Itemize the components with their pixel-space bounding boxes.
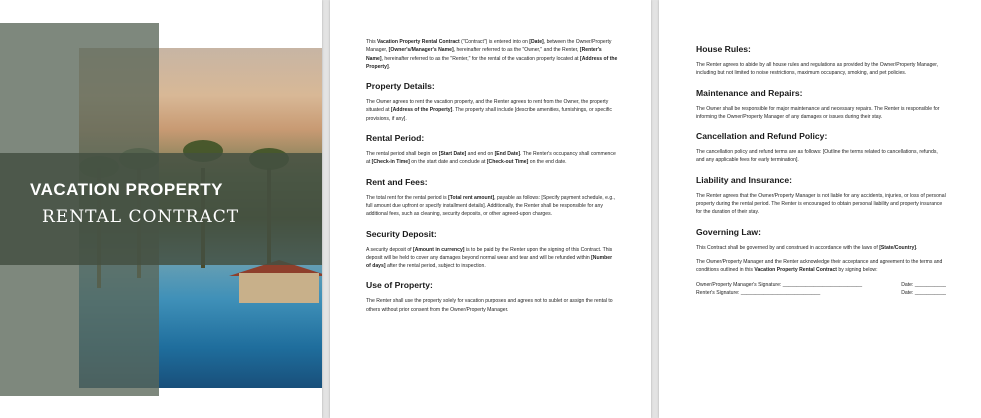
section-paragraph (696, 192, 946, 217)
text-run: on the start date and conclude at (409, 159, 487, 166)
text-run: . The Renter's occupancy shall commence at (366, 151, 616, 166)
text-run: The Owner agrees to rent the vacation property, and the Renter agrees to rent from the Owner, the property situated at (366, 99, 609, 114)
section-heading: Liability and Insurance: (696, 174, 792, 185)
text-run: The total rent for the rental period is (366, 194, 449, 201)
text-run: . (916, 244, 918, 251)
section-heading: Rent and Fees: (366, 176, 428, 187)
text-run: The Renter shall use the property solely for vacation purposes and agrees not to sublet or assign the rental to others without prior consent from the Owner/Property Manager. (366, 298, 613, 313)
placeholder-field: Vacation Property Rental Contract (377, 39, 460, 45)
placeholder-field: [Check-out Time] (486, 159, 529, 166)
section-heading: Security Deposit: (366, 228, 437, 239)
section-heading: Governing Law: (696, 226, 761, 237)
text-run: The rental period shall begin on (366, 151, 439, 158)
signature-line (696, 289, 946, 297)
placeholder-field: Vacation Property Rental Contract (754, 267, 837, 274)
text-run: The Renter agrees to abide by all house rules and regulations as provided by the Owner/Property Manager, including but not limited to noise restrictions, maximum occupancy, smoking, and pet policies. (696, 62, 939, 77)
text-run: The cancellation policy and refund terms are as follows: [Outline the terms related to cancellations, refunds, and any applicable fees for early termination]. (696, 149, 938, 164)
text-run: , hereinafter referred to as the "Renter," for the rental of the vacation property located at (381, 55, 581, 62)
placeholder-field: [Check-in Time] (371, 159, 410, 166)
section-heading: Use of Property: (366, 280, 433, 291)
text-run: This (366, 39, 378, 45)
placeholder-field: [Total rent amount] (448, 194, 495, 201)
section-paragraph (696, 148, 946, 165)
placeholder-field: [Amount in currency] (413, 246, 465, 253)
section-paragraph (696, 105, 946, 122)
cover-page (0, 0, 322, 418)
cover-title-line1: VACATION PROPERTY (30, 180, 223, 199)
placeholder-field: [Start Date] (438, 151, 467, 158)
villa (239, 273, 319, 303)
section-paragraph (366, 194, 618, 219)
text-run: A security deposit of (366, 246, 413, 253)
section-heading: House Rules: (696, 44, 751, 54)
text-run: This Contract shall be governed by and construed in accordance with the laws of (696, 244, 880, 251)
text-run: is to be paid by the Renter upon the signing of this Contract. This deposit will be held to cover any damages beyond normal wear and tear and will be refunded within (366, 246, 613, 261)
section-paragraph (696, 61, 946, 78)
section-heading: Property Details: (366, 81, 435, 92)
placeholder-field: [State/Country] (879, 244, 916, 251)
section-heading: Rental Period: (366, 133, 425, 144)
text-run: , between the Owner/Property Manager, (366, 39, 612, 54)
text-run: after the rental period, subject to inspection. (385, 263, 486, 270)
text-run: The Renter agrees that the Owner/Property Manager is not liable for any accidents, injuries, or loss of personal property during the rental period. The Renter is encouraged to obtain personal liability and property insurance for the duration of their stay. (696, 192, 946, 216)
signature-label: Owner/Property Manager's Signature: ____________________________ (696, 281, 863, 288)
placeholder-field: [Number of days] (366, 254, 613, 270)
section-paragraph (366, 297, 618, 314)
section-heading: Maintenance and Repairs: (696, 87, 803, 98)
page-2-content (366, 38, 618, 320)
text-run: , hereinafter referred to as the "Owner," and the Renter, (453, 47, 580, 54)
placeholder-field: [End Date] (494, 151, 521, 158)
section-paragraph (366, 246, 618, 271)
page-3-content (696, 44, 946, 297)
signature-line (696, 281, 946, 289)
section-paragraph (366, 150, 618, 167)
section-paragraph (366, 98, 618, 123)
text-run: . (388, 63, 391, 70)
contract-page-3 (659, 0, 981, 418)
text-run: ("Contract") is entered into on (459, 39, 530, 45)
placeholder-field: [Address of the Property] (390, 107, 453, 114)
text-run: The Owner/Property Manager and the Renter acknowledge their acceptance and agreement to the terms and conditions outlined in this (696, 258, 943, 274)
text-run: The Owner shall be responsible for major maintenance and necessary repairs. The Renter is responsible for informing the Owner/Property Manager of any damages or issues during their stay. (696, 105, 940, 120)
text-run: by signing below: (837, 267, 878, 274)
placeholder-field: [Address of the Property] (366, 55, 618, 70)
signature-date: Date: ___________ (901, 289, 946, 296)
contract-page-2 (330, 0, 651, 418)
text-run: . The property shall include [describe amenities, furnishings, or specific provisions, if any]. (366, 107, 612, 122)
placeholder-field: [Renter's Name] (366, 47, 602, 62)
cover-title-line2: RENTAL CONTRACT (42, 207, 240, 227)
placeholder-field: [Date] (529, 39, 544, 45)
text-run: , payable as follows: [Specify payment schedule, e.g., full amount due upfront or specify installment details]. Additionally, the Renter shall be responsible for any additional fees, such as cleaning, security deposits, or other agreed-upon charges. (366, 194, 616, 218)
section-heading: Cancellation and Refund Policy: (696, 131, 828, 142)
section-paragraph (696, 258, 946, 275)
placeholder-field: [Owner's/Manager's Name] (388, 47, 454, 54)
section-paragraph (696, 244, 946, 252)
signature-date: Date: ___________ (901, 281, 946, 288)
intro-paragraph (366, 38, 618, 71)
text-run: and end on (466, 151, 495, 158)
signature-label: Renter's Signature: ____________________________ (696, 289, 821, 296)
text-run: on the end date. (528, 159, 567, 166)
